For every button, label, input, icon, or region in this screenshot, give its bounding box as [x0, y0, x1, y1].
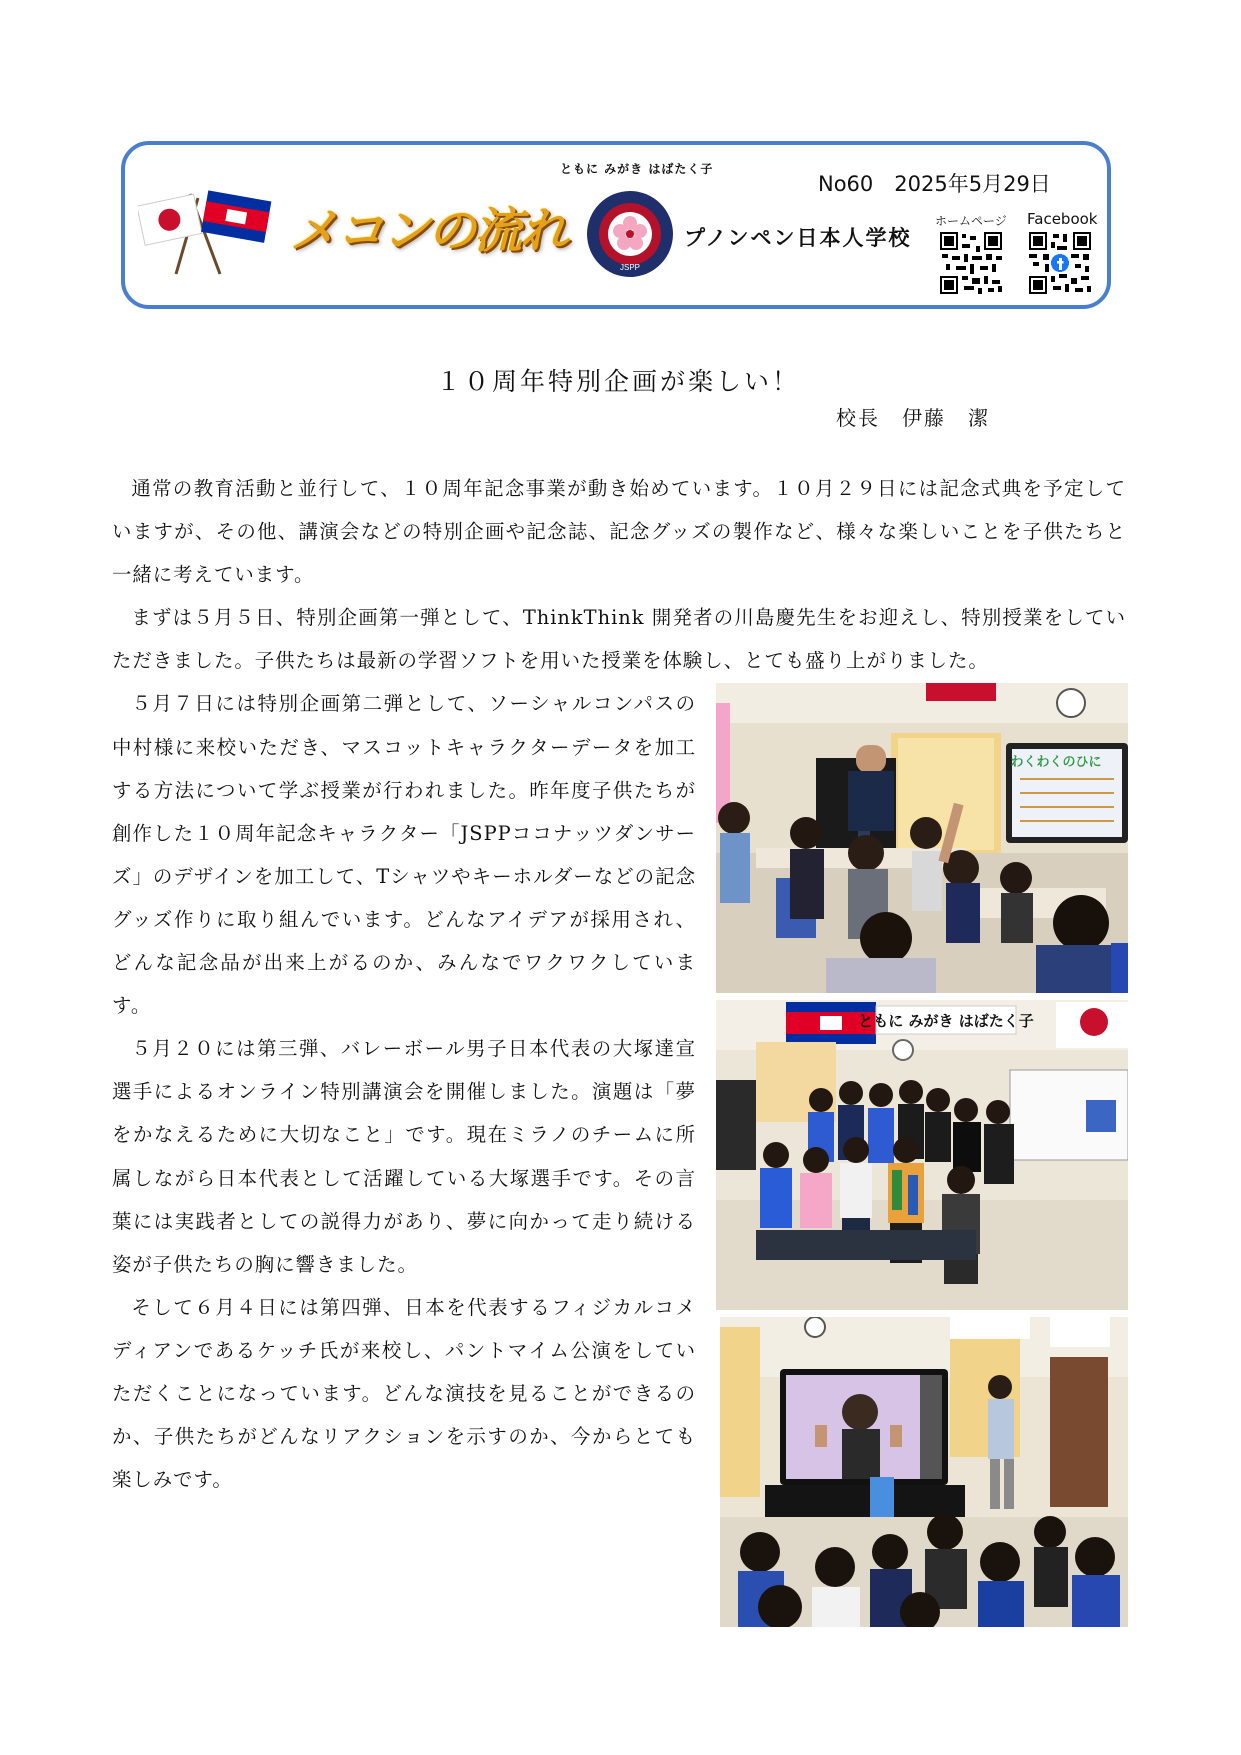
- paragraph-1: 通常の教育活動と並行して、１０周年記念事業が動き始めています。１０月２９日には記念式典を予定していますが、その他、講演会などの特別企画や記念誌、記念グッズの製作など、様々な楽しいことを子供たちと一緒に考えています。: [112, 477, 1126, 587]
- newsletter-title-logo: メコンの流れ: [290, 203, 567, 259]
- facebook-label: Facebook: [1027, 210, 1098, 228]
- homepage-label: ホームページ: [935, 214, 1007, 228]
- flags-icon: [138, 188, 288, 278]
- photo-online-lecture: [720, 1317, 1128, 1627]
- photo-group-students: [716, 1000, 1128, 1310]
- school-motto: ともに みがき はばたく子: [560, 162, 714, 176]
- article-author: 校長 伊藤 潔: [836, 406, 990, 430]
- paragraph-4: ５月２０には第三弾、バレーボール男子日本代表の大塚達宣選手によるオンライン特別講演会を開催しました。演題は「夢をかなえるために大切なこと」です。現在ミラノのチームに所属しながら日本代表として活躍している大塚選手です。その言葉には実践者としての説得力があり、夢に向かって走り続ける姿が子供たちの胸に響きました。: [112, 1037, 696, 1276]
- screen-text: わくわくのひに: [1010, 754, 1102, 769]
- emblem-abbr: JSPP: [619, 263, 641, 272]
- facebook-qr-icon[interactable]: [1027, 230, 1093, 296]
- banner-motto: ともに みがき はばたく子: [858, 1012, 1034, 1030]
- homepage-qr-icon[interactable]: [938, 230, 1004, 296]
- paragraph-2: まずは５月５日、特別企画第一弾として、ThinkThink 開発者の川島慶先生をお迎えし、特別授業をしていただきました。子供たちは最新の学習ソフトを用いた授業を体験し、とても盛り上がりました。: [112, 606, 1126, 673]
- school-emblem-icon: [586, 190, 674, 278]
- paragraph-3: ５月７日には特別企画第二弾として、ソーシャルコンパスの中村様に来校いただき、マスコットキャラクターデータを加工する方法について学ぶ授業が行われました。昨年度子供たちが創作した１０周年記念キャラクター「JSPPココナッツダンサーズ」のデザインを加工して、Tシャツやキーホルダーなどの記念グッズ作りに取り組んでいます。どんなアイデアが採用され、どんな記念品が出来上がるのか、みんなでワクワクしています。: [112, 692, 696, 1018]
- photo-classroom-lesson: [716, 683, 1128, 993]
- article-title: １０周年特別企画が楽しい！: [436, 367, 801, 396]
- issue-number-date: No60 2025年5月29日: [818, 172, 1051, 196]
- school-name: プノンペン日本人学校: [684, 226, 912, 250]
- paragraph-5: そして６月４日には第四弾、日本を代表するフィジカルコメディアンであるケッチ氏が来校し、パントマイム公演をしていただくことになっています。どんな演技を見ることができるのか、子供たちがどんなリアクションを示すのか、今からとても楽しみです。: [112, 1295, 696, 1492]
